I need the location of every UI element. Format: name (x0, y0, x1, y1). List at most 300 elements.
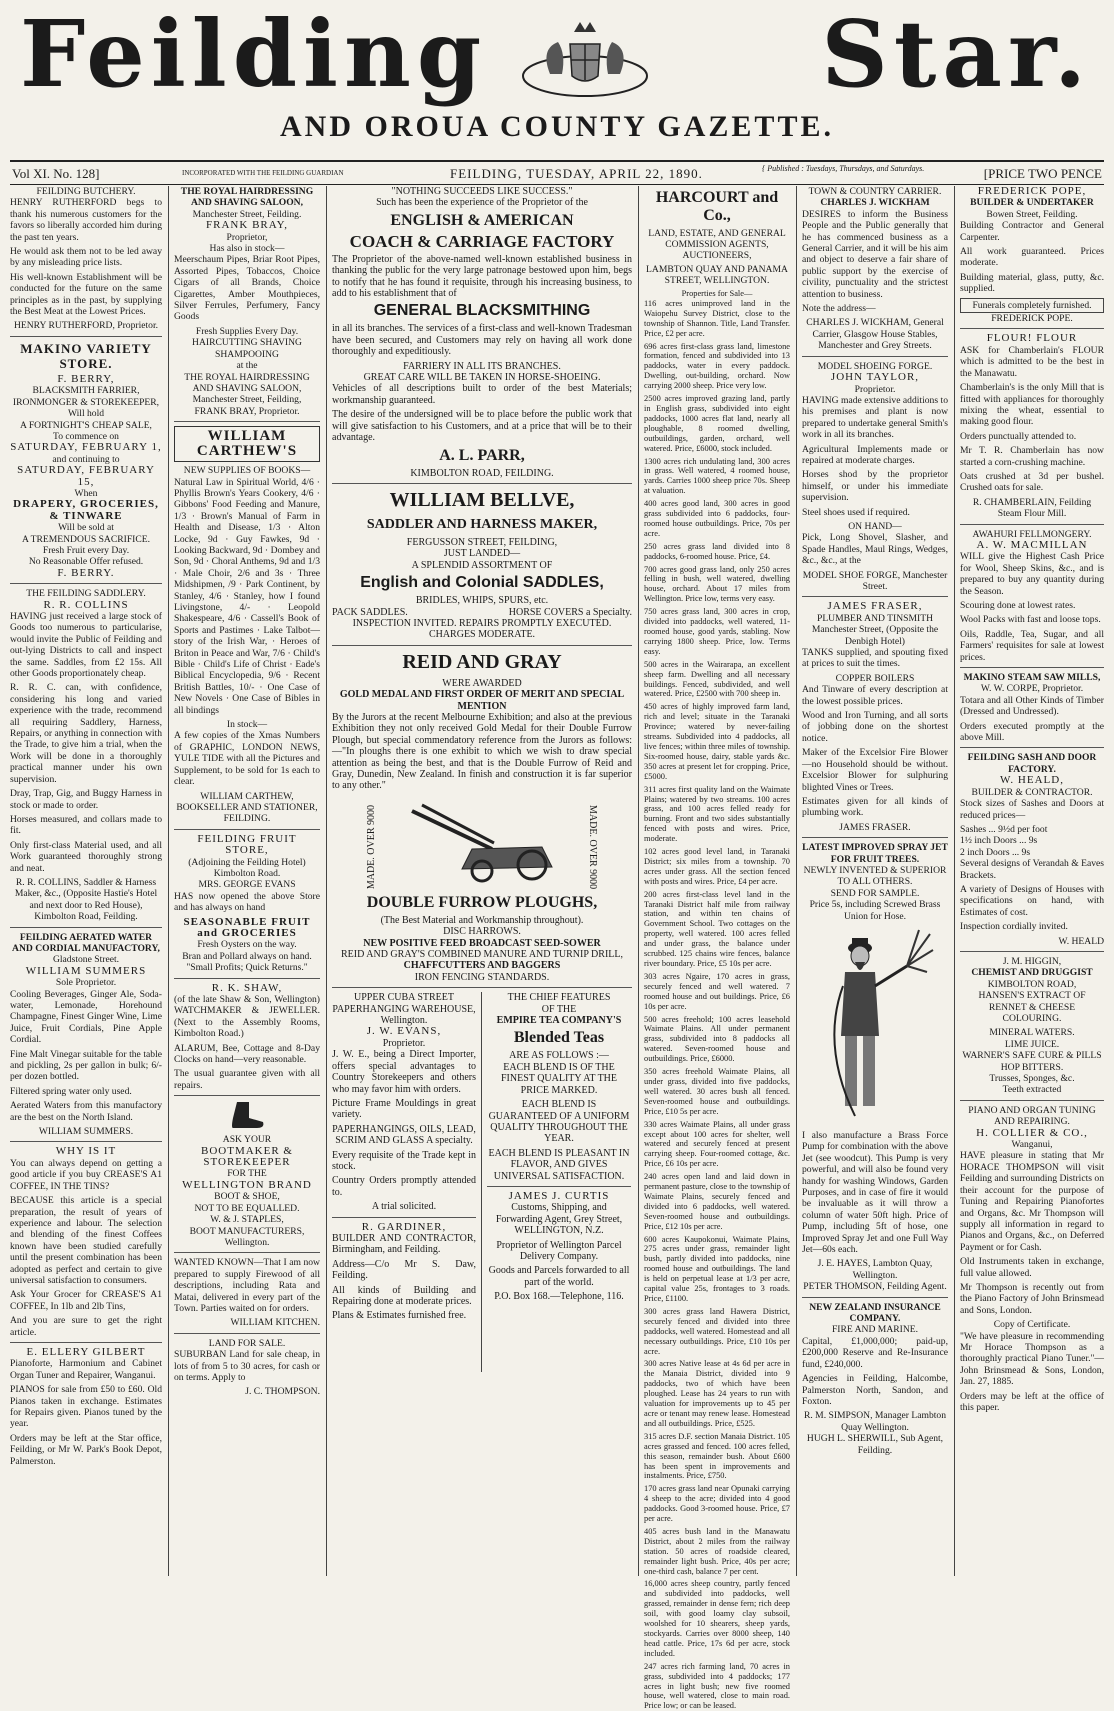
man-with-spray-illustration (815, 926, 935, 1126)
ad-text: Capital, £1,000,000; paid-up, £200,000 Reserve and Re-Insurance fund, £240,000. (802, 1335, 948, 1370)
ad-text: Fresh Oysters on the way. (197, 939, 297, 951)
list-item: 696 acres first-class grass land, limestone formation, fenced and subdivided into 13 paddocks, water in every paddock. Dwelling, out-building, orchard. Now carrying 2000 sheep. Price very low. (644, 341, 790, 391)
divider (10, 583, 162, 584)
ad-text: WELLINGTON BRAND (182, 1178, 312, 1191)
ad-text: Maker of the Excelsior Fire Blower—no Household should be without. Excelsior Blower for sulphuring blighted Vines or Trees. (802, 747, 948, 793)
divider (332, 987, 632, 988)
ad-text: Scouring done at lowest rates. (960, 600, 1076, 611)
ad-heading: FEILDING BUTCHERY. (36, 186, 136, 197)
ad-text: DESIRES to inform the Business People and the Public generally that he has commenced business as a General Carrier, and it will be his aim and object to deserve a fair share of public support by the exercise of civility, punctuality and the strictest attention to business. (802, 208, 948, 300)
ad-text: Steel shoes used if required. (802, 506, 910, 518)
column-rule (326, 186, 327, 1576)
ad-text: Copy of Certificate. (993, 1319, 1071, 1331)
list-item: 200 acres first-class level land in the Taranaki District half mile from railway station, and within ten chains of Government School. Two cottages on the property, well watered. 100 acres felled and under grass, the balance under scrubbed. 125 chains wire fences, balance river boundary. Price, £5 10s per acre. (644, 889, 790, 968)
issue-date: FEILDING, TUESDAY, APRIL 22, 1890. (450, 166, 703, 181)
ad-text: The Proprietor of the above-named well-known established business in thanking the public for the very large patronage bestowed upon him, begs to notify that he has found it requisite, through his increasing business, to add to his establishment that of (332, 253, 632, 300)
list-item: 500 acres freehold; 100 acres leasehold Waimate Plains. All under permanent grass, subdivided into 8 paddocks all watered. Seven-roomed house and outbuildings. Price, £6000. (644, 1014, 790, 1064)
ad-text: FERGUSSON STREET, FEILDING, (406, 536, 558, 548)
ad-text: LAMBTON QUAY AND PANAMA STREET, WELLINGTON. (646, 264, 788, 286)
divider (960, 667, 1104, 668)
ad-text: Note the address— (802, 303, 876, 315)
ad-text: Orders executed promptly at the above Mill. (960, 720, 1104, 744)
ad-signature: W. HEALD (1058, 935, 1104, 947)
ad-text: When (74, 487, 98, 499)
ad-text: "Small Profits; Quick Returns." (186, 962, 308, 974)
ad-text: SUBURBAN Land for sale cheap, in lots of from 5 to 30 acres, for cash or on terms. Apply to (174, 1349, 320, 1383)
ad-signature: FREDERICK POPE. (991, 313, 1073, 325)
ad-text: The desire of the undersigned will be to place before the public work that will give satisfaction to his Customers, and at a price that will be to their advantage. (332, 409, 632, 444)
divider (174, 978, 320, 979)
ad-heading: FEILDING AERATED WATER AND CORDIAL MANUFACTORY, (12, 931, 160, 954)
ad-heading: THE FEILDING SADDLERY. (26, 588, 146, 600)
ad-text: COPPER BOILERS (835, 672, 915, 684)
column-2 (174, 186, 320, 1576)
ad-text: Only first-class Material used, and all Work guaranteed thoroughly strong and neat. (10, 839, 162, 874)
ad-name: JOHN TAYLOR, (830, 371, 920, 384)
ad-heading: BUILDER & UNDERTAKER (970, 197, 1094, 209)
ad-text: W. & J. STAPLES, (210, 1214, 284, 1226)
ad-text: Gladstone Street. (52, 954, 120, 966)
list-item: 300 acres grass land Hawera District, securely fenced and divided into three paddocks, well watered. Homestead and all necessary outbuildings. Price, £10 10s per acre. (644, 1306, 790, 1356)
ad-text: (Adjoining the Feilding Hotel) (188, 856, 306, 868)
divider (802, 356, 948, 357)
list-item: 170 acres grass land near Opunaki carrying 4 sheep to the acre; divided into 4 good paddocks. Good 3-roomed house. Price, £7 per acre. (644, 1484, 790, 1524)
ad-text: Oats crushed at 3d per bushel. Crushed oats for sale. (960, 470, 1104, 494)
list-item: 400 acres good land, 300 acres in good grass subdivided into 6 paddocks, four-roomed house outbuildings. Price, 70s per acre. (644, 499, 790, 538)
title-right: Star. (821, 0, 1092, 108)
ad-signature: WILLIAM CARTHEW, BOOKSELLER AND STATIONER, FEILDING. (176, 790, 318, 825)
ad-text: A FORTNIGHT'S CHEAP SALE, (20, 419, 152, 431)
incorporated-note: INCORPORATED WITH THE FEILDING GUARDIAN (182, 169, 344, 177)
ad-text: Will hold (67, 408, 105, 420)
ad-text: DRAPERY, GROCERIES, & TINWARE (13, 498, 159, 522)
ad-text: Old Instruments taken in exchange, full value allowed. (960, 1256, 1104, 1279)
ad-text: In stock— (226, 719, 268, 731)
ad-text: Building Contractor and General Carpenter. (960, 220, 1104, 243)
ad-text: Mr T. R. Chamberlain has now started a corn-crushing machine. (960, 445, 1104, 468)
ad-text: HAS now opened the above Store and has always on hand (174, 890, 320, 914)
list-item: 2500 acres improved grazing land, partly in English grass, subdivided into eight paddocks, 1000 acres flat land, nearly all ploughable, 8 roomed dwelling, outbuildings, garden, orchard, well watered. Price, £6000, stock included. (644, 394, 790, 453)
ad-text: Mr Thompson is recently out from the Piano Factory of John Brinsmead and Sons, London. (960, 1281, 1104, 1316)
ad-text: I also manufacture a Brass Force Pump for combination with the above Jet (see woodcut). This Pump is very powerful, and will also be found very handy for washing Windows, Garden Purposes, and in case of fire it would be invaluable as it will throw a column of water 50ft high. Price of Pump, including 5ft of hose, one Improved Spray Jet and one Full Way Jet—60s each. (802, 1129, 948, 1256)
ad-text: ASK YOUR (222, 1134, 272, 1146)
ad-text: A trial solicited. (371, 1201, 437, 1213)
ad-text: BECAUSE this article is a special preparation, the result of years of experience and labour. The selection and blending of the finest Coffees known have been studied carefully until the present combination has been adopted as perfect and certain to give universal satisfaction to consumers. (10, 1195, 162, 1286)
ad-text: MADE. OVER 9000 (366, 804, 377, 889)
list-item: 250 acres grass land divided into 8 paddocks, 6-roomed house. Price, £4. (644, 541, 790, 561)
ad-text: P.O. Box 168.—Telephone, 116. (494, 1291, 624, 1303)
ad-text: HORSE COVERS a Specialty. (508, 606, 632, 618)
ad-text: Natural Law in Spiritual World, 4/6 · Phyllis Brown's Years Cookery, 4/6 · Gibbons' Food Feeding and Manure, 1/3 · Brown's Manual of Farm in Health and Disease, 1/3 · Alton Locke, 9d · Guy Fawkes, 9d · Looking Backward, 9d · Dombey and Son, 9d · Choral Anthems, 9d and 1/3 · Male Choir, 2/6 and 3s · Three Midshipmen, /9 · Park Continent, by Stanley, 4/6 · Stanley, how I found Livingstone, 4/- · Leopold Shakespeare, 4/6 · Cassell's Book of Sports and Pastimes · Lake Talbot—story of the Irish War, · Heroes of Briton in Peace and War, 7/6 · Child's Bible · Child's Life of Christ · Eade's Biblical Encyclopedia, 9/6 · Recent British Battles, 10/- · One Case of New Novels · One Case of Bibles in all bindings (174, 476, 320, 716)
ad-text: By the Jurors at the recent Melbourne Exhibition; and also at the previous Exhibition they not only received Gold Medal for their Double Furrow Plough, but special commendatory reference from the Jurors as follows:—"In ploughs there is one exhibit to which we wish to draw special attention as being the best, and that is the Double Furrow of Reid and Gray, Dunedin, New Zealand. In finish and construction it is far superior to any other." (332, 711, 632, 792)
ad-text: "NOTHING SUCCEEDS LIKE SUCCESS." (391, 186, 573, 197)
publication-days: { Published : Tuesdays, Thursdays, and Saturdays. (762, 164, 925, 173)
ad-name: FREDERICK POPE, (977, 185, 1087, 197)
ad-text: HAVE pleasure in stating that Mr HORACE THOMPSON will visit Feilding and surrounding Districts on their account for the purpose of Tuning and Repairing Pianofortes and Organs, &c. Mr Thompson will supply all information in regard to Pianos and Organs, &c., on Deferred Payment or for Cash. (960, 1150, 1104, 1253)
ad-signature: PETER THOMSON, Feilding Agent. (803, 1281, 947, 1293)
ad-heading: GENERAL BLACKSMITHING (373, 302, 591, 320)
coat-of-arms-icon (510, 14, 660, 104)
ad-text: J. W. E., being a Direct Importer, offers special advantages to Country Storekeepers and others who may favor him with orders. (332, 1049, 476, 1095)
ad-text: Kimbolton Road. (213, 867, 281, 879)
divider (487, 1186, 631, 1187)
plough-icon (402, 799, 562, 887)
ad-heading: EMPIRE TEA COMPANY'S (496, 1015, 622, 1027)
ad-text: Fresh Fruit every Day. (42, 544, 130, 556)
ad-heading: REID AND GRAY (402, 650, 562, 673)
ad-name: WILLIAM SUMMERS (25, 964, 147, 977)
ad-text: BOOT & SHOE, (214, 1191, 280, 1203)
ad-text: BOOTMAKER & STOREKEEPER (201, 1144, 293, 1169)
column-rule (168, 186, 169, 1576)
list-item: 16,000 acres sheep country, partly fenced and subdivided into paddocks, well grassed, remainder in dense fern; rich deep soil, with good loamy clay subsoil, woolshed for 10 shearers, sheep yards, stockyards. Carries over 8000 sheep, 140 head cattle. Price, 17s 6d per acre, stock included. (644, 1579, 790, 1658)
ad-signature: R. M. SIMPSON, Manager Lambton Quay Wellington. (803, 1410, 947, 1433)
column-rule (638, 186, 639, 1576)
ad-text: Manchester Street, Feilding, (192, 394, 302, 406)
ad-heading: LAND FOR SALE. (208, 1337, 286, 1349)
ad-text: ALARUM, Bee, Cottage and 8-Day Clocks on hand—very reasonable. (174, 1042, 320, 1066)
ad-text: Dray, Trap, Gig, and Buggy Harness in stock or made to order. (10, 788, 162, 811)
ad-text: FRANK BRAY, Proprietor. (194, 405, 300, 417)
ad-text: BUILDER & CONTRACTOR. (971, 786, 1093, 798)
ad-text: KIMBOLTON ROAD, FEILDING. (410, 467, 554, 479)
divider (960, 328, 1104, 329)
divider (174, 1252, 320, 1253)
ad-text: DISC HARROWS. (443, 926, 521, 938)
ad-text: A TREMENDOUS SACRIFICE. (21, 533, 151, 545)
ad-text: ON HAND— (848, 520, 902, 532)
ad-text: Proprietor of Wellington Parcel Delivery Company. (496, 1239, 622, 1262)
ad-text: Oils, Raddle, Tea, Sugar, and all Farmers' requisites for sale at lowest prices. (960, 628, 1104, 663)
ad-text: R. R. C. can, with confidence, considering his long and varied experience with the trade, recommend all requiring Saddlery, Harness, Repairs, or anything in connection with the Trade, to give him a trial, when the Work will be done in a thoroughly practical manner under his own supervision. (10, 682, 162, 785)
ad-text: Pick, Long Shovel, Slasher, and Spade Handles, Maul Rings, Wedges, &c., &c., at the (802, 532, 948, 567)
ad-text: Sole Proprietor. (55, 977, 117, 989)
ad-text: NEWLY INVENTED & SUPERIOR TO ALL OTHERS. (803, 864, 947, 888)
ad-name: F. BERRY, (57, 372, 115, 385)
divider (10, 927, 162, 928)
list-item: 311 acres first quality land on the Waimate Plains; watered by two streams. 100 acres grass, and 100 acres felled ready for burning. Front and two sides substantially fenced with posts and wires. Price, moderate. (644, 784, 790, 844)
ad-name: A. L. PARR, (439, 446, 525, 464)
ad-text: GOLD MEDAL AND FIRST ORDER OF MERIT AND SPECIAL MENTION (339, 689, 625, 712)
ad-signature: J. E. HAYES, Lambton Quay, Wellington. (817, 1258, 933, 1281)
ad-text: Orders may be left at the office of this paper. (960, 1390, 1104, 1413)
ad-heading: PLUMBER AND TINSMITH (816, 612, 934, 624)
ad-text: LIME JUICE. (1004, 1038, 1060, 1050)
ad-text: NEW SUPPLIES OF BOOKS— (183, 465, 311, 477)
ad-text: PAPERHANGINGS, OILS, LEAD, SCRIM AND GLASS A specialty. (332, 1123, 476, 1147)
divider (10, 1141, 162, 1142)
divider (332, 1217, 476, 1218)
ad-text: WERE AWARDED (442, 677, 522, 689)
divider (960, 951, 1104, 952)
ad-heading: MAKINO VARIETY STORE. (20, 340, 152, 371)
ad-text: in all its branches. The services of a first-class and well-known Tradesman have been secured, and Customers may rely on having all work done thoroughly and expeditiously. (332, 323, 632, 358)
ad-heading: FLOUR! FLOUR (986, 332, 1078, 345)
list-item: 600 acres Kaupokonui, Waimate Plains, 275 acres under grass, remainder light bush, partly divided into paddocks, nine roomed house and outbuildings. The land is held on perpetual lease at 1/3 per acre, capital value 25s, frontages to 3 roads. Price, £1100. (644, 1234, 790, 1303)
ad-heading: ENGLISH & AMERICAN (390, 211, 574, 229)
sub-column-right (487, 992, 631, 1305)
ad-text: HAIRCUTTING SHAVING SHAMPOOING (192, 337, 302, 360)
column-4 (644, 186, 790, 1711)
ad-name: R. K. SHAW, (211, 981, 283, 994)
ad-signature: F. BERRY. (57, 566, 115, 579)
ad-text: FOR THE (227, 1168, 267, 1180)
ad-text: SEASONABLE FRUIT and GROCERIES (183, 915, 311, 939)
ad-text: Vehicles of all descriptions built to order of the best Materials; workmanship guaranteed. (332, 383, 632, 406)
ad-text: A variety of Designs of Houses with specifications on hand, with Estimates of cost. (960, 883, 1104, 918)
ad-heading: UPPER CUBA STREET PAPERHANGING WAREHOUSE, (332, 992, 476, 1015)
column-rule (954, 186, 955, 1576)
ad-text: Goods and Parcels forwarded to all part of the world. (488, 1265, 630, 1288)
ad-text: REID AND GRAY'S COMBINED MANURE AND TURNIP DRILL, (340, 949, 623, 961)
ad-text: All kinds of Building and Repairing done at moderate prices. (332, 1284, 476, 1307)
ad-text: Estimates given for all kinds of plumbing work. (802, 795, 948, 819)
ad-name: W. W. CORPE, Proprietor. (980, 683, 1084, 695)
ad-text: MINERAL WATERS. (989, 1027, 1075, 1039)
ad-name: E. ELLERY GILBERT (26, 1345, 146, 1358)
ad-text: Wood and Iron Turning, and all sorts of jobbing done on the shortest notice. (802, 710, 948, 744)
list-item: 450 acres of highly improved farm land, rich and level; situate in the Taranaki Province; watered by never-failing streams. Subdivided into 4 paddocks, all live fences; within three miles of township. Six-roomed house, dairy, stable yards &c. 350 acres at present let for cropping. Price, £5000. (644, 702, 790, 781)
masthead (0, 0, 1114, 160)
list-item: 315 acres D.F. section Manaia District. 105 acres grassed and fenced. 100 acres felled, this season, remainder bush. About £600 has been spent in improvements and instalments. Price, £750. (644, 1431, 790, 1481)
ad-text: Proprietor, (226, 231, 268, 243)
ad-text: Proprietor. (854, 383, 896, 395)
ad-text: FIRE AND MARINE. (831, 1324, 919, 1336)
ad-text: Stock sizes of Sashes and Doors at reduced prices— (960, 798, 1104, 821)
list-item: 247 acres rich farming land, 70 acres in grass, subdivided into 4 paddocks; 177 acres in light bush; new five roomed house, well watered, close to main road. Price low; or can be leased. (644, 1661, 790, 1711)
ad-text: Teeth extracted (1002, 1084, 1062, 1096)
ad-text: Horses shod by the proprietor himself, or under his immediate supervision. (802, 469, 948, 504)
divider (802, 1297, 948, 1298)
ad-name: R. R. COLLINS (43, 598, 129, 611)
ad-text: FARRIERY IN ALL ITS BRANCHES. (403, 360, 561, 372)
ad-heading: PIANO AND ORGAN TUNING AND REPAIRING. (968, 1104, 1096, 1128)
ad-text: You can always depend on getting a good article if you buy CREASE'S A1 COFFEE, IN THE TINS? (10, 1157, 162, 1192)
property-listings (644, 299, 790, 1711)
ad-signature: R. R. COLLINS, Saddler & Harness Maker, &c., (Opposite Hastie's Hotel and next door to Red House), Kimbolton Road, Feilding. (14, 876, 158, 923)
ad-text: MADE. OVER 9000 (587, 804, 598, 889)
ad-text: Orders punctually attended to. (960, 430, 1077, 442)
ad-text: Ask Your Grocer for CREASE'S A1 COFFEE, In 1lb and 2lb Tins, (10, 1289, 162, 1312)
divider (10, 336, 162, 337)
ad-text: A few copies of the Xmas Numbers of GRAPHIC, LONDON NEWS, YULE TIDE with all the Pictures and Supplement, to be sold for 1s each to clear. (174, 730, 320, 788)
ad-heading: Blended Teas (513, 1029, 605, 1047)
column-1 (10, 186, 162, 1576)
ad-text: PIANOS for sale from £50 to £60. Old Pianos taken in exchange. Estimates for Repairs given. Pianos tuned by the year. (10, 1384, 162, 1430)
ad-name: J. M. HIGGIN, (1002, 955, 1062, 967)
ad-row (332, 607, 632, 618)
dateline (10, 160, 1104, 185)
column-rule (796, 186, 797, 1576)
divider (332, 645, 632, 646)
ad-text: HENRY RUTHERFORD begs to thank his numerous customers for the favors so liberally accorded him during the past ten years. (10, 197, 162, 243)
ad-name: JAMES FRASER, (827, 600, 923, 613)
ad-text: A SPLENDID ASSORTMENT OF (411, 559, 553, 571)
ad-text: Sashes ... 9½d per foot (960, 823, 1048, 835)
ad-text: Plans & Estimates furnished free. (332, 1310, 467, 1322)
ad-heading: CHEMIST AND DRUGGIST (971, 967, 1093, 979)
ad-signature: HUGH L. SHERWILL, Sub Agent, Feilding. (806, 1433, 944, 1456)
list-item: 700 acres good grass land, only 250 acres felling in bush, well watered, dwelling house, orchard. About 17 miles from Wellington. Price low, terms very easy. (644, 564, 790, 604)
ad-text: Manchester Street, Feilding. (192, 208, 302, 220)
ad-heading: THE ROYAL HAIRDRESSING AND SHAVING SALOON, (180, 186, 314, 209)
list-item: 500 acres in the Wairarapa, an excellent sheep farm. Dwelling and all necessary buildings. Fenced, subdivided, and well watered. Price, £2500 with 700 sheep in. (644, 659, 790, 699)
ad-text: Proprietor. (382, 1037, 426, 1049)
ad-text: Manchester Street, (Opposite the Denbigh Hotel) (811, 624, 939, 647)
ad-text: HOP BITTERS. (1000, 1061, 1064, 1073)
ad-text: His well-known Establishment will be conducted for the future on the same principles as in the past, by supplying the Best Meat at the Lowest Prices. (10, 271, 162, 318)
ad-text: PACK SADDLES. (332, 606, 408, 618)
list-item: 102 acres good level land, in Taranaki District; six miles from a township. 70 acres under grass. All the section fenced with posts and wires. Price, £4 per acre. (644, 847, 790, 886)
ad-text: Meerschaum Pipes, Briar Root Pipes, Assorted Pipes, Tobaccos, Choice Cigars of all Brands, Choice Cigarettes, Amber Mouthpieces, Silver Ferrules, Perfumery, Fancy Goods (174, 254, 320, 323)
ad-text: Several designs of Verandah & Eaves Brackets. (960, 858, 1104, 881)
ad-text: BUILDER AND CONTRACTOR, Birmingham, and Feilding. (332, 1232, 476, 1256)
divider (960, 1100, 1104, 1101)
ad-text: GREAT CARE WILL BE TAKEN IN HORSE-SHOEING. (363, 372, 601, 384)
ad-text: NEW POSITIVE FEED BROADCAST SEED-SOWER (363, 937, 601, 949)
ad-text: HAVING made extensive additions to his premises and plant is now prepared to undertake general Smith's work in all its branches. (802, 394, 948, 441)
ad-text: CHAFFCUTTERS AND BAGGERS (403, 960, 561, 972)
ad-heading: WILLIAM BELLVE, (389, 488, 575, 511)
ad-text: WANTED KNOWN—That I am now prepared to supply Firewood of all descriptions, including Rata and Matai, delivered in every part of the Town. Parties waited on for orders. (174, 1257, 320, 1314)
list-item: 330 acres Waimate Plains, all under grass except about 100 acres for shelter, well watered and securely fenced at present carrying sheep. Four-roomed cottage, &c. Price, £6 10s per acre. (644, 1119, 790, 1169)
column-5 (802, 186, 948, 1576)
ad-heading: WILLIAM CARTHEW'S (174, 426, 320, 462)
ad-text: Fine Malt Vinegar suitable for the table and pickling, 2s per gallon in bulk; 6/- per dozen bottled. (10, 1048, 162, 1083)
ad-text: Wellington. (380, 1015, 428, 1027)
ad-text: He would ask them not to be led away by any misleading price lists. (10, 246, 162, 269)
ad-text: Inspection cordially invited. (960, 921, 1068, 933)
list-item: 303 acres Ngaire, 170 acres in grass, securely fenced and well watered. 7 roomed house and out buildings. Price, £6 10s per acre. (644, 971, 790, 1011)
divider (960, 747, 1104, 748)
ad-text: Bran and Pollard always on hand. (182, 950, 312, 962)
ad-text: EACH BLEND IS OF THE FINEST QUALITY AT THE PRICE MARKED. (500, 1061, 618, 1096)
ad-text: IRON FENCING STANDARDS. (414, 971, 550, 983)
ad-text: EACH BLEND IS PLEASANT IN FLAVOR, AND GIVES UNIVERSAL SATISFACTION. (488, 1147, 630, 1182)
ad-heading: NEW ZEALAND INSURANCE COMPANY. (809, 1301, 941, 1325)
ad-text: Properties for Sale— (681, 289, 753, 298)
ad-heading: TOWN & COUNTRY CARRIER. (808, 186, 942, 197)
ad-text: SEND FOR SAMPLE. (830, 887, 920, 899)
ad-text: ASK for Chamberlain's FLOUR which is admitted to be the best in the Manawatu. (960, 344, 1104, 379)
subtitle: AND OROUA COUNTY GAZETTE. (280, 110, 834, 143)
ad-text: LAND, ESTATE, AND GENERAL COMMISSION AGENTS, AUCTIONEERS, (648, 228, 786, 261)
ad-signature: WILLIAM KITCHEN. (230, 1317, 320, 1329)
ad-text: Agricultural Implements made or repaired at moderate charges. (802, 443, 948, 466)
ad-text: Country Orders promptly attended to. (332, 1175, 476, 1198)
ad-text: Will be sold at (58, 522, 114, 534)
ad-text: Totara and all Other Kinds of Timber (Dressed and Undressed). (960, 694, 1104, 718)
divider (960, 524, 1104, 525)
divider (174, 829, 320, 830)
ad-text: HANSEN'S EXTRACT OF RENNET & CHEESE COLOURING. (978, 990, 1086, 1024)
ad-text: And Tinware of every description at the lowest possible prices. (802, 684, 948, 707)
ad-heading: DOUBLE FURROW PLOUGHS, (366, 893, 598, 911)
ad-text: Pianoforte, Harmonium and Cabinet Organ Tuner and Repairer, Wanganui. (10, 1358, 162, 1381)
ad-signature: WILLIAM SUMMERS. (38, 1126, 134, 1138)
column-6 (960, 186, 1104, 1576)
ad-text: Aerated Waters from this manufactory are the best on the North Island. (10, 1100, 162, 1123)
ad-text: SATURDAY, FEBRUARY 15, (17, 464, 155, 488)
ad-text: Trusses, Sponges, &c. (989, 1073, 1075, 1085)
ad-text: Customs, Shipping, and Forwarding Agent, Grey Street, WELLINGTON, N.Z. (495, 1202, 623, 1237)
ad-text: TANKS supplied, and spouting fixed at prices to suit the times. (802, 647, 948, 670)
volume-number: Vol XI. No. 128] (12, 166, 100, 181)
ad-text: THE ROYAL HAIRDRESSING AND SHAVING SALOON, (184, 371, 310, 394)
ad-text: All work guaranteed. Prices moderate. (960, 246, 1104, 269)
list-item: 750 acres grass land, 300 acres in crop, divided into paddocks, well watered, 11-roomed house, good yards, stabling. Now carrying 1800 sheep. Price, low. Terms easy. (644, 607, 790, 656)
boot-icon (227, 1100, 267, 1130)
ad-heading: WHY IS IT (55, 1145, 117, 1158)
columns (10, 185, 1104, 1711)
ad-heading: MODEL SHOEING FORGE. (817, 360, 933, 372)
ad-signature: R. CHAMBERLAIN, Feilding Steam Flour Mill. (972, 496, 1092, 520)
ad-text: Picture Frame Mouldings in great variety. (332, 1097, 476, 1121)
ad-text: INSPECTION INVITED. REPAIRS PROMPTLY EXECUTED. (352, 617, 612, 629)
ad-name: MRS. GEORGE EVANS (198, 879, 296, 891)
ad-text: Fresh Supplies Every Day. (195, 325, 299, 337)
ad-heading: COACH & CARRIAGE FACTORY (349, 231, 615, 251)
ad-text: CHARGES MODERATE. (428, 629, 536, 641)
divider (174, 421, 320, 422)
ad-text: Funerals completely furnished. (960, 298, 1104, 313)
divider (10, 1342, 162, 1343)
list-item: 350 acres freehold Waimate Plains, all under grass, divided into five paddocks, well watered. 30 acres bush all fenced. Seven-roomed house and outbuildings. Price, £10 5s per acre. (644, 1067, 790, 1116)
column-rule (481, 992, 482, 1372)
sub-column-left (332, 992, 476, 1325)
ad-text: Agencies in Feilding, Halcombe, Palmerston North, Sandon, and Foxton. (802, 1373, 948, 1407)
ad-text: OF THE (541, 1003, 577, 1015)
ad-name: JAMES J. CURTIS (508, 1189, 610, 1202)
ad-text: Price 5s, including Screwed Brass Union for Hose. (809, 899, 941, 922)
title-left: Feilding (20, 0, 488, 108)
ad-name: FRANK BRAY, (206, 219, 288, 232)
ad-signature: CHARLES J. WICKHAM, General Carrier, Glasgow House Stables, Manchester and Grey Streets. (806, 317, 944, 352)
ad-name: CHARLES J. WICKHAM (820, 197, 930, 209)
ad-text: Filtered spring water only used. (10, 1085, 132, 1097)
list-item: 240 acres open land and laid down in permanent pasture, close to the township of Waimate Plains, securely fenced and divided into 6 paddocks, well watered. Seven-roomed house and outbuildings. Price, £12 10s per acre. (644, 1172, 790, 1231)
ad-signature: J. C. THOMPSON. (245, 1386, 320, 1398)
ad-name: R. GARDINER, (361, 1220, 447, 1233)
ad-text: Every requisite of the Trade kept in stock. (332, 1149, 476, 1172)
list-item: 116 acres unimproved land in the Waiopehu Survey District, close to the township of Shannon. Title, Land Transfer. Price, £2 per acre. (644, 298, 790, 338)
ad-text: BLACKSMITH FARRIER, IRONMONGER & STOREKEEPER, (12, 385, 160, 408)
ad-text: EACH BLEND IS GUARANTEED OF A UNIFORM QUALITY THROUGHOUT THE YEAR. (488, 1099, 630, 1145)
ad-text: Wanganui, (1011, 1139, 1053, 1151)
ad-text: Orders may be left at the Star office, Feilding, or Mr W. Park's Book Depot, Palmerston. (10, 1432, 162, 1467)
ad-text: 1½ inch Doors ... 9s (960, 835, 1038, 847)
ad-text: Building material, glass, putty, &c. supplied. (960, 271, 1104, 295)
ad-text: HAVING just received a large stock of Goods too numerous to particularise, would invite the Public of Feilding and out-lying Districts to call and inspect the same. Saddles, from £2 15s. All other Goods proportionately cheap. (10, 611, 162, 680)
ad-text: Has also in stock— (209, 243, 285, 255)
ad-text: KIMBOLTON ROAD, (987, 978, 1077, 990)
ad-heading: AWAHURI FELLMONGERY. (972, 528, 1092, 540)
ad-text: 2 inch Doors ... 9s (960, 846, 1031, 858)
ad-name: W. HEALD, (1000, 774, 1064, 787)
ad-text: Bowen Street, Feilding. (986, 208, 1078, 220)
ad-heading: LATEST IMPROVED SPRAY JET FOR FRUIT TREES. (802, 842, 948, 865)
ad-text: Wool Packs with fast and loose tops. (960, 614, 1101, 626)
list-item: 1300 acres rich undulating land, 300 acres in grass. Well watered, 4 roomed house, yards. Carries 1000 sheep price 70s. Sheep at valuation. (644, 456, 790, 496)
ad-text: at the (236, 360, 258, 372)
ad-signature: HENRY RUTHERFORD, Proprietor. (13, 320, 159, 332)
sub-columns (332, 992, 632, 1372)
ad-text: WILL give the Highest Cash Price for Wool, Sheep Skins, &c., and is prepared to buy any quantity during the Season. (960, 551, 1104, 597)
ad-text: NOT TO BE EQUALLED. (194, 1202, 300, 1214)
column-3 (332, 186, 632, 1576)
ad-signature: JAMES FRASER. (839, 821, 911, 833)
ad-name: H. COLLIER & CO., (976, 1126, 1088, 1139)
